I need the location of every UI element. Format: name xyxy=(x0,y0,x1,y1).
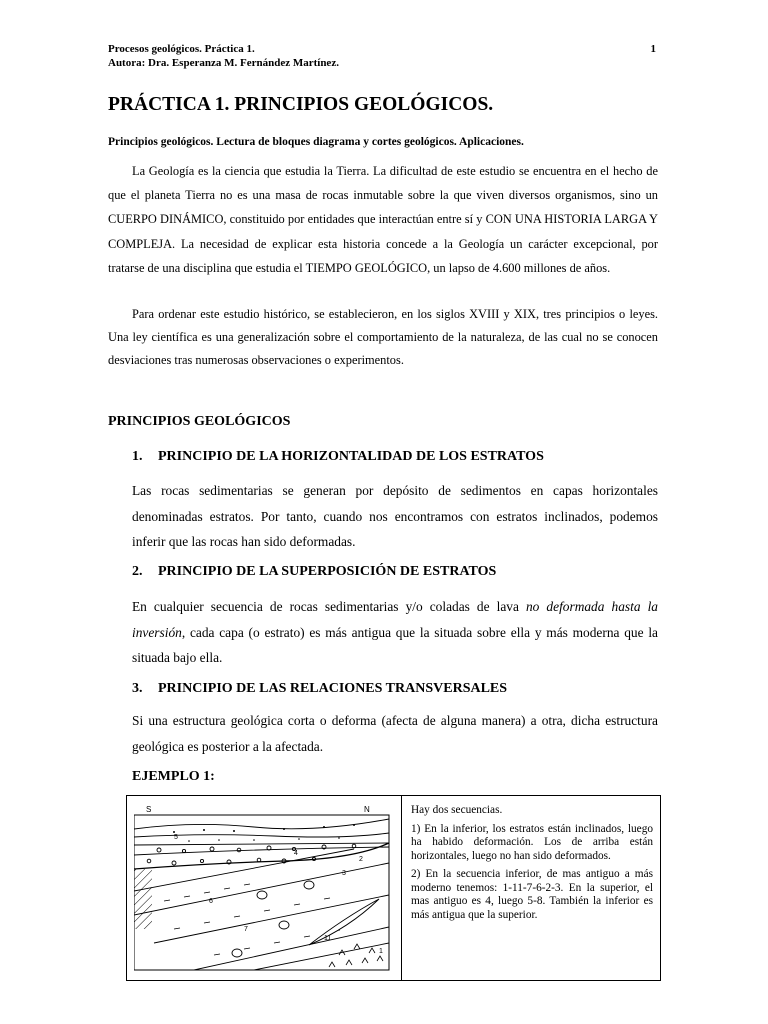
label-north: N xyxy=(364,805,370,814)
geologic-cross-section xyxy=(127,796,402,980)
header-course: Procesos geológicos. Práctica 1. xyxy=(108,43,255,55)
principle-2-text-end: , cada capa (o estrato) es más antigua que la situada sobre ella y más moderna que la situada bajo ella. xyxy=(132,624,658,665)
label-layer-4: 4 xyxy=(294,850,298,857)
principle-2-text-italic: no deformada hasta la inversión xyxy=(132,599,658,640)
label-south: S xyxy=(146,805,152,814)
example-note-2: 1) En la inferior, los estratos están inclinados, luego ha habido deformación. Los de arriba están horizontales, luego no han sido deformados. xyxy=(411,822,653,862)
cross-section-drawing xyxy=(134,803,396,973)
example-notes xyxy=(411,804,653,927)
intro-paragraph-1: La Geología es la ciencia que estudia la Tierra. La dificultad de este estudio se encuentra en el hecho de que el planeta Tierra no es una masa de rocas inmutable sobre la que viven diversos organismos, sino un CUERPO DINÁMICO, constituido por entidades que interactúan entre sí y CON UNA HISTORIA LARGA Y COMPLEJA. La necesidad de explicar esta historia concede a la Geología un carácter excepcional, por tratarse de una disciplina que estudia el TIEMPO GEOLÓGICO, un lapso de 4.600 millones de años. xyxy=(108,164,658,275)
principle-2-text-start: En cualquier secuencia de rocas sedimentarias y/o coladas de lava xyxy=(132,599,526,614)
principle-3-number: 3. xyxy=(132,681,143,696)
label-layer-1: 1 xyxy=(379,948,383,955)
label-layer-7: 7 xyxy=(244,926,248,933)
page-title: PRÁCTICA 1. PRINCIPIOS GEOLÓGICOS. xyxy=(108,94,494,115)
page-header xyxy=(108,42,656,70)
principle-1-text: Las rocas sedimentarias se generan por depósito de sedimentos en capas horizontales denominadas estratos. Por tanto, cuando nos encontramos con estratos inclinados, podemos inferir que las rocas han sido deformadas. xyxy=(132,483,658,549)
principle-1-number: 1. xyxy=(132,449,143,464)
page-subtitle: Principios geológicos. Lectura de bloques diagrama y cortes geológicos. Aplicaciones. xyxy=(108,136,524,148)
principle-1-title xyxy=(132,449,544,465)
example-table xyxy=(126,795,661,981)
principle-3-heading: PRINCIPIO DE LAS RELACIONES TRANSVERSALES xyxy=(158,681,508,696)
example-note-1: Hay dos secuencias. xyxy=(411,804,503,816)
principle-1-heading: PRINCIPIO DE LA HORIZONTALIDAD DE LOS ESTRATOS xyxy=(158,449,544,464)
header-author: Autora: Dra. Esperanza M. Fernández Martínez. xyxy=(108,57,339,69)
intro-paragraph-2: Para ordenar este estudio histórico, se establecieron, en los siglos XVIII y XIX, tres principios o leyes. Una ley científica es una generalización sobre el comportamiento de la naturaleza, de las cual no se conocen desviaciones tras numerosas observaciones o experimentos. xyxy=(108,307,658,367)
principle-2-text xyxy=(132,594,658,671)
principle-3-text: Si una estructura geológica corta o deforma (afecta de alguna manera) a otra, dicha estructura geológica es posterior a la afectada. xyxy=(132,713,658,754)
example-title: EJEMPLO 1: xyxy=(132,769,215,784)
label-layer-3: 3 xyxy=(342,870,346,877)
label-layer-11: 11 xyxy=(324,935,332,942)
principle-2-number: 2. xyxy=(132,564,143,579)
principle-2-title xyxy=(132,564,496,580)
principle-3-title xyxy=(132,681,507,697)
label-layer-6: 6 xyxy=(209,898,213,905)
principle-2-heading: PRINCIPIO DE LA SUPERPOSICIÓN DE ESTRATOS xyxy=(158,564,497,579)
section-title: PRINCIPIOS GEOLÓGICOS xyxy=(108,414,291,429)
label-layer-5: 5 xyxy=(174,834,178,841)
example-note-3: 2) En la secuencia inferior, de mas antiguo a más moderno tenemos: 1-11-7-6-2-3. En la superior, el mas antiguo es 4, luego 5-8. También la inferior es más antigua que la superior. xyxy=(411,868,653,921)
label-layer-2: 2 xyxy=(359,856,363,863)
page-number: 1 xyxy=(650,43,656,55)
